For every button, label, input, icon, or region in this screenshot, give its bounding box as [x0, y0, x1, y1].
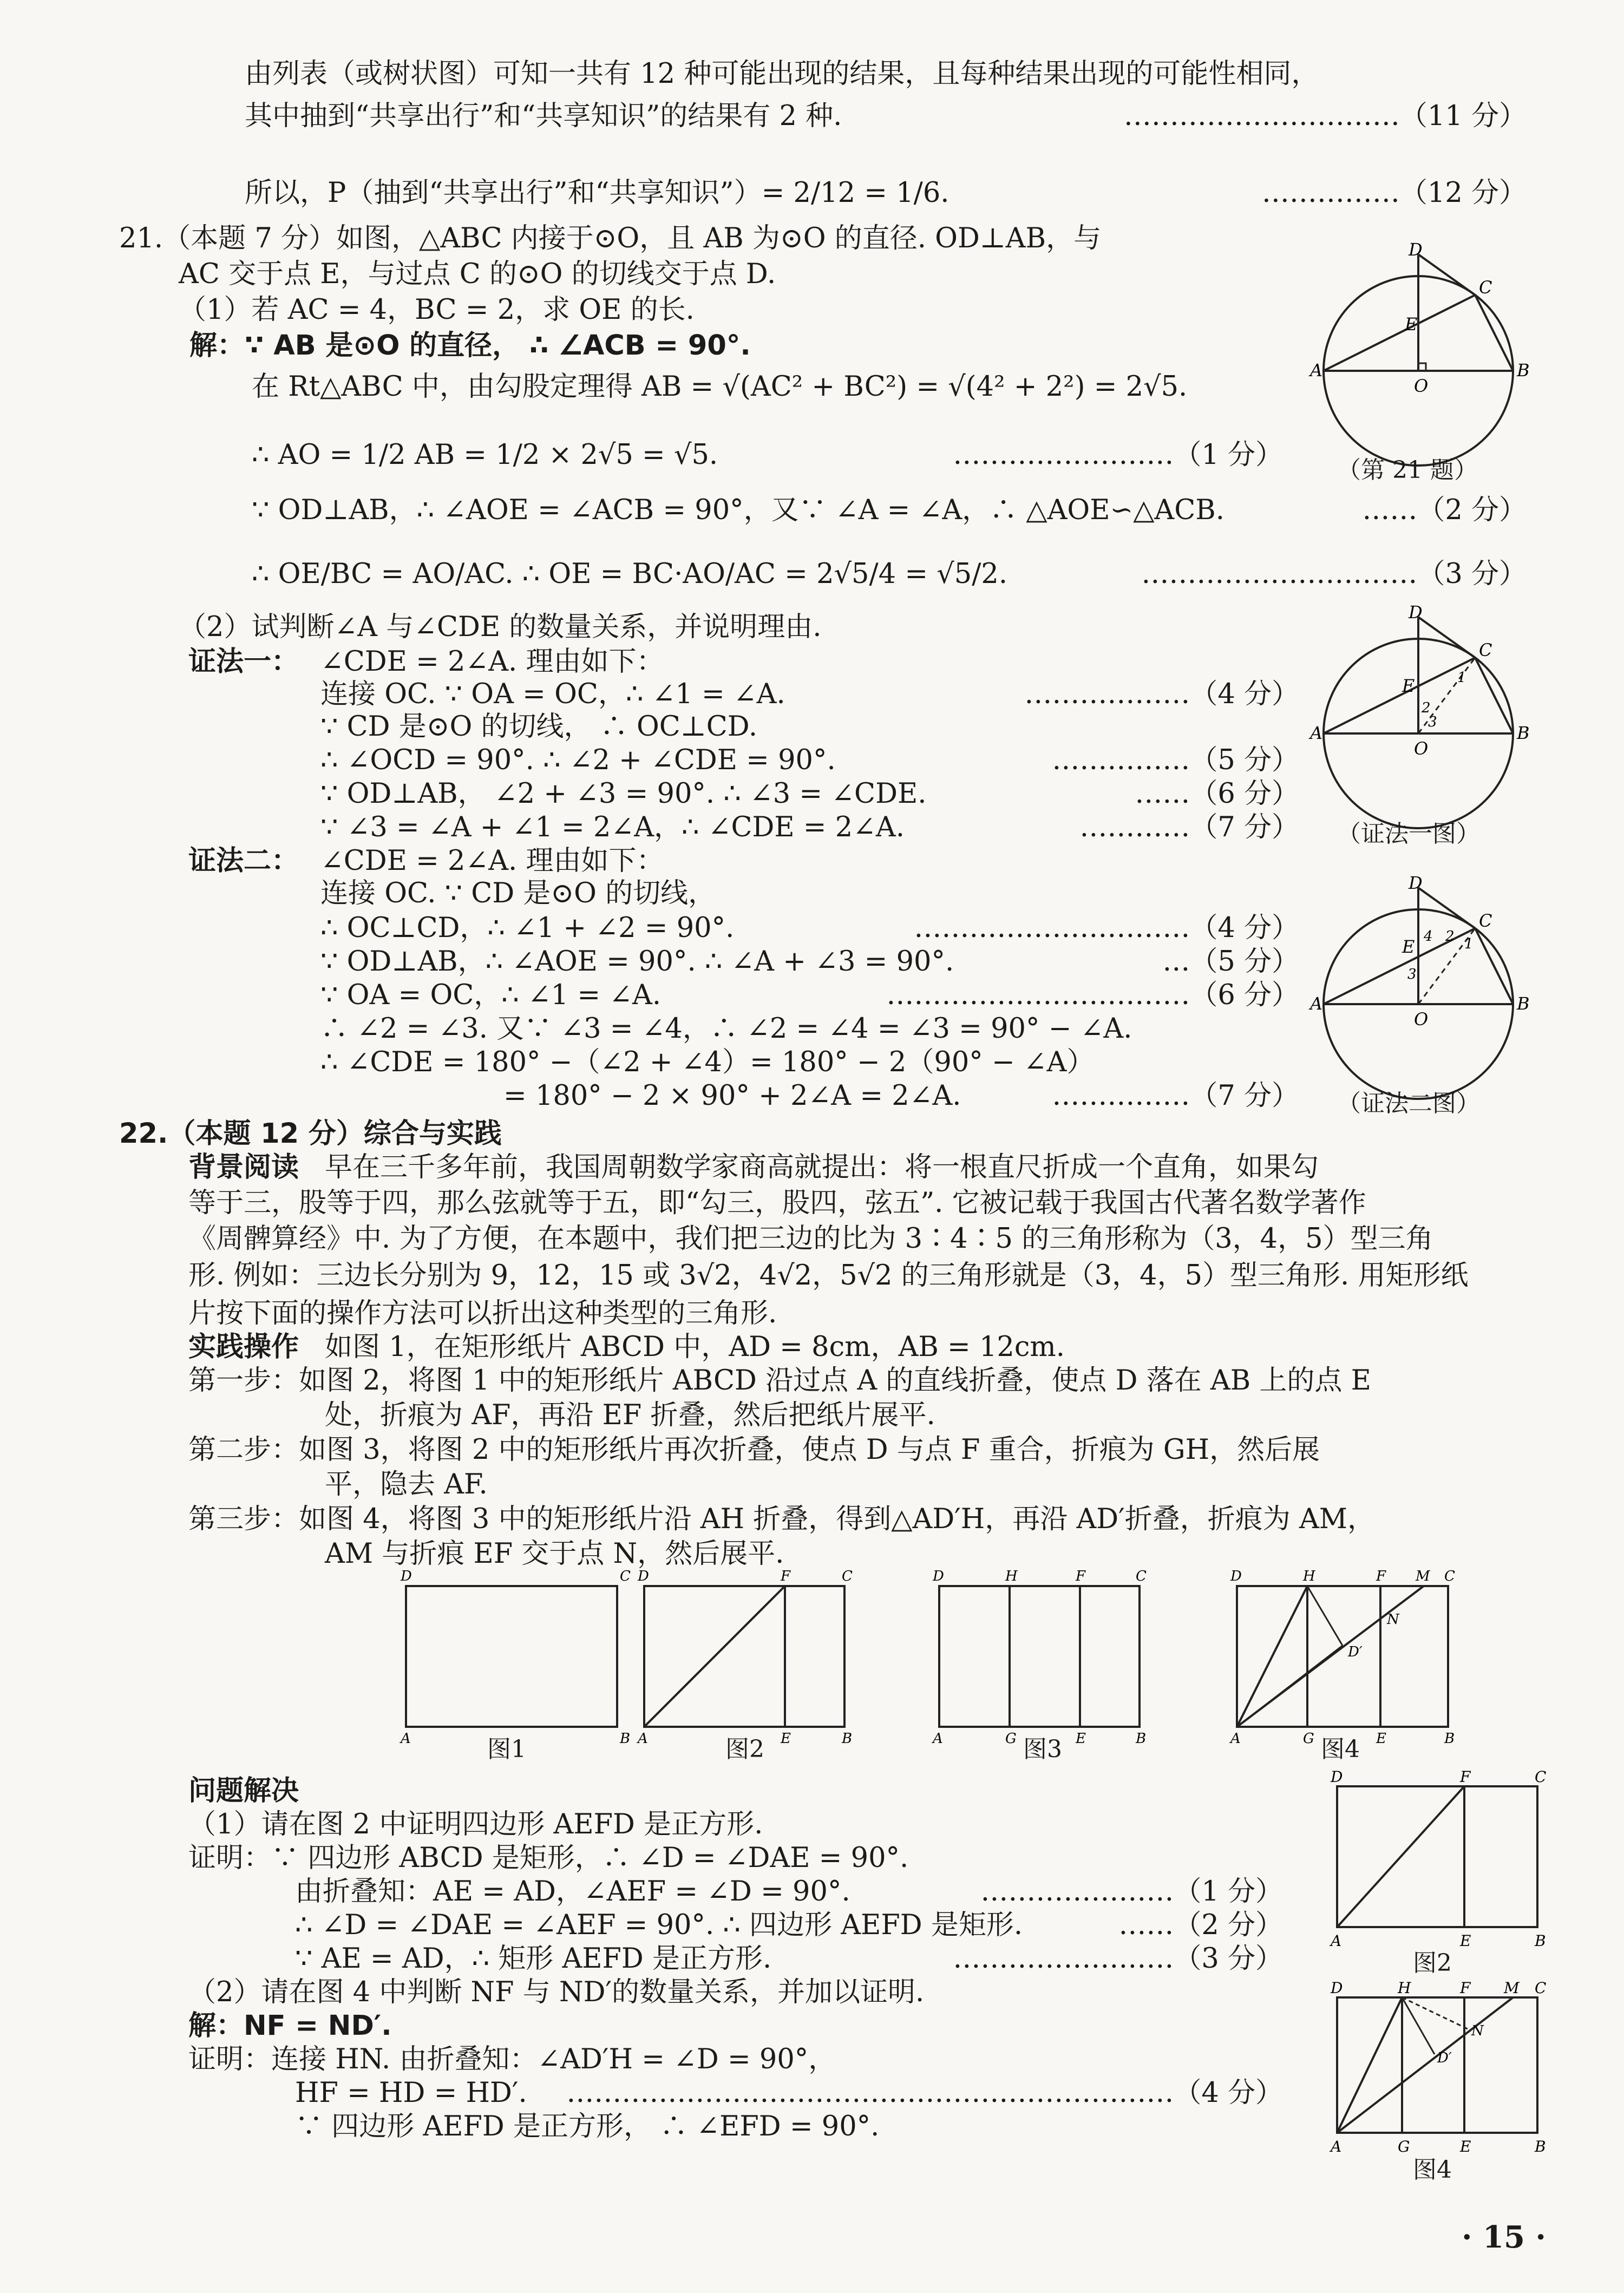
- page-number: · 15 ·: [1462, 2219, 1546, 2255]
- svg-text:O: O: [1414, 376, 1429, 396]
- figure-caption: 图3: [1023, 1735, 1062, 1763]
- score-marker: …………………………（11 分）: [1123, 100, 1527, 132]
- text-line: 早在三千多年前，我国周朝数学家商高就提出：将一根直尺折成一个直角，如果勾: [325, 1151, 1319, 1183]
- score-marker: ………………（4 分）: [1024, 678, 1299, 710]
- proof-line: ∵ OA = OC，∴ ∠1 = ∠A.: [320, 979, 662, 1011]
- svg-text:C: C: [1479, 640, 1492, 660]
- figure-caption: 图2: [725, 1735, 764, 1763]
- score-marker: ……………………………（6 分）: [886, 979, 1299, 1011]
- svg-text:B: B: [1517, 993, 1530, 1014]
- svg-text:B: B: [1517, 360, 1530, 381]
- svg-text:B: B: [1517, 723, 1530, 743]
- proof-line: ∵ CD 是⊙O 的切线， ∴ OC⊥CD.: [320, 711, 758, 743]
- proof-line: ∵ AE = AD，∴ 矩形 AEFD 是正方形.: [295, 1943, 772, 1975]
- svg-text:2: 2: [1445, 928, 1455, 945]
- svg-text:C: C: [1444, 1568, 1455, 1584]
- figure-caption: （证法一图）: [1337, 820, 1480, 848]
- figure-4-copy: [1326, 1981, 1554, 2157]
- step-line: AM 与折痕 EF 交于点 N，然后展平.: [325, 1538, 784, 1570]
- proof-line: ∴ OC⊥CD，∴ ∠1 + ∠2 = 90°.: [320, 912, 735, 944]
- svg-text:E: E: [1402, 936, 1415, 957]
- proof-line: ∴ ∠2 = ∠3. 又∵ ∠3 = ∠4，∴ ∠2 = ∠4 = ∠3 = 90° − ∠A.: [320, 1013, 1132, 1045]
- svg-text:B: B: [842, 1731, 853, 1747]
- svg-text:A: A: [401, 1731, 411, 1747]
- svg-text:D′: D′: [1437, 2050, 1452, 2066]
- svg-text:A: A: [1310, 723, 1323, 743]
- solution-line: ∴ OE/BC = AO/AC. ∴ OE = BC·AO/AC = 2√5/4 = √5/2.: [252, 558, 1008, 590]
- svg-text:F: F: [1376, 1568, 1386, 1584]
- proof-line: 证明：∵ 四边形 ABCD 是矩形，∴ ∠D = ∠DAE = 90°.: [188, 1842, 909, 1874]
- svg-text:M: M: [1416, 1568, 1430, 1584]
- method1-figure: [1310, 602, 1537, 814]
- svg-text:B: B: [1444, 1731, 1455, 1747]
- proof-line: ∠CDE = 2∠A. 理由如下：: [320, 646, 664, 678]
- score-marker: …………………………………………………………（4 分）: [566, 2077, 1283, 2109]
- figure-caption: 图2: [1413, 1949, 1452, 1977]
- step-line: 第三步：如图 4，将图 3 中的矩形纸片沿 AH 折叠，得到△AD′H，再沿 AD′折叠，折痕为 AM，: [188, 1503, 1376, 1535]
- svg-text:F: F: [1076, 1568, 1086, 1584]
- proof-line: 连接 OC. ∵ OA = OC，∴ ∠1 = ∠A.: [320, 678, 785, 710]
- score-marker: ……（2 分）: [1362, 494, 1527, 526]
- svg-text:A: A: [1310, 360, 1323, 381]
- svg-text:D: D: [638, 1568, 649, 1584]
- svg-text:G: G: [1303, 1731, 1314, 1747]
- svg-text:D: D: [1331, 1979, 1343, 1997]
- svg-text:2: 2: [1422, 700, 1431, 716]
- proof-line: ∠CDE = 2∠A. 理由如下：: [320, 845, 664, 877]
- svg-text:D: D: [1409, 602, 1423, 623]
- svg-text:O: O: [1414, 1009, 1429, 1030]
- q21-part2: （2）试判断∠A 与∠CDE 的数量关系，并说明理由.: [179, 611, 822, 643]
- score-marker: ……（2 分）: [1118, 1909, 1283, 1941]
- answer-line: 解：NF = ND′.: [188, 2010, 392, 2042]
- q21-heading: 21.（本题 7 分）如图，△ABC 内接于⊙O，且 AB 为⊙O 的直径. OD⊥AB，与: [119, 222, 1102, 254]
- svg-text:C: C: [1479, 277, 1492, 298]
- svg-text:D: D: [1331, 1768, 1343, 1786]
- score-marker: ……………………（3 分）: [953, 1943, 1283, 1975]
- svg-text:A: A: [1331, 2138, 1342, 2156]
- figure-1: [400, 1568, 631, 1747]
- svg-text:D: D: [1409, 873, 1423, 893]
- figure-caption: （证法二图）: [1337, 1090, 1480, 1117]
- proof-line: ∴ ∠OCD = 90°. ∴ ∠2 + ∠CDE = 90°.: [320, 744, 836, 776]
- proof-line: 证明：连接 HN. 由折叠知：∠AD′H = ∠D = 90°，: [188, 2043, 836, 2075]
- score-marker: ……………（7 分）: [1052, 1080, 1299, 1112]
- svg-text:B: B: [1535, 2138, 1546, 2156]
- svg-text:N: N: [1387, 1611, 1399, 1628]
- proof-line: 由折叠知：AE = AD，∠AEF = ∠D = 90°.: [295, 1876, 850, 1908]
- svg-text:O: O: [1414, 738, 1429, 759]
- proof-line: ∵ 四边形 AEFD 是正方形， ∴ ∠EFD = 90°.: [295, 2111, 880, 2143]
- proof-line: ∴ ∠D = ∠DAE = ∠AEF = 90°. ∴ 四边形 AEFD 是矩形.: [295, 1909, 1023, 1941]
- svg-text:D: D: [1409, 239, 1423, 260]
- svg-text:E: E: [1460, 2138, 1471, 2156]
- text-line: 如图 1，在矩形纸片 ABCD 中，AD = 8cm，AB = 12cm.: [325, 1331, 1065, 1363]
- score-marker: ……………………（1 分）: [953, 439, 1283, 471]
- text-line: 其中抽到“共享出行”和“共享知识”的结果有 2 种.: [245, 100, 842, 132]
- svg-text:E: E: [1402, 676, 1415, 696]
- text-line: 形. 例如：三边长分别为 9，12，15 或 3√2，4√2，5√2 的三角形就是（3，4，5）型三角形. 用矩形纸: [188, 1260, 1469, 1292]
- svg-text:1: 1: [1457, 670, 1466, 686]
- figure-2: [637, 1568, 853, 1747]
- solution-line: ∵ OD⊥AB，∴ ∠AOE = ∠ACB = 90°，又∵ ∠A = ∠A，∴ △AOE∽△ACB.: [252, 494, 1224, 526]
- section-label: 实践操作: [188, 1331, 299, 1363]
- svg-text:H: H: [1005, 1568, 1018, 1584]
- proof-line: = 180° − 2 × 90° + 2∠A = 2∠A.: [503, 1080, 961, 1112]
- svg-text:A: A: [933, 1731, 943, 1747]
- q22-heading: 22.（本题 12 分）综合与实践: [119, 1118, 502, 1150]
- svg-text:C: C: [1479, 910, 1492, 931]
- svg-text:3: 3: [1428, 714, 1437, 730]
- proof-line: ∵ OD⊥AB， ∠2 + ∠3 = 90°. ∴ ∠3 = ∠CDE.: [320, 778, 927, 810]
- svg-text:B: B: [1136, 1731, 1147, 1747]
- step-line: 平，隐去 AF.: [325, 1469, 488, 1501]
- svg-text:1: 1: [1464, 936, 1474, 952]
- text-line: AC 交于点 E，与过点 C 的⊙O 的切线交于点 D.: [179, 258, 776, 290]
- figure-2-copy: [1326, 1770, 1554, 1951]
- score-marker: …（5 分）: [1162, 946, 1299, 978]
- svg-text:C: C: [620, 1568, 631, 1584]
- score-marker: ……（6 分）: [1135, 778, 1299, 810]
- svg-text:E: E: [1460, 1932, 1471, 1950]
- svg-text:D: D: [401, 1568, 412, 1584]
- solution-line: 在 Rt△ABC 中，由勾股定理得 AB = √(AC² + BC²) = √(4² + 2²) = 2√5.: [252, 371, 1188, 403]
- score-marker: ……………（5 分）: [1052, 744, 1299, 776]
- score-marker: …………………（1 分）: [980, 1876, 1283, 1908]
- step-line: 第二步：如图 3，将图 2 中的矩形纸片再次折叠，使点 D 与点 F 重合，折痕为 GH，然后展: [188, 1434, 1320, 1466]
- svg-text:E: E: [1405, 314, 1418, 335]
- svg-text:G: G: [1005, 1731, 1017, 1747]
- svg-text:A: A: [1310, 993, 1323, 1014]
- text-line: 等于三，股等于四，那么弦就等于五，即“勾三，股四，弦五”. 它被记载于我国古代著名数学著作: [188, 1187, 1366, 1219]
- proof-line: HF = HD = HD′.: [295, 2077, 527, 2109]
- score-marker: ……………（12 分）: [1261, 177, 1527, 209]
- score-marker: …………………………（4 分）: [914, 912, 1299, 944]
- svg-text:D′: D′: [1348, 1644, 1363, 1660]
- proof-line: ∴ ∠CDE = 180° −（∠2 + ∠4）= 180° − 2（90° − ∠A）: [320, 1046, 1095, 1078]
- svg-text:B: B: [1535, 1932, 1546, 1950]
- svg-text:E: E: [781, 1731, 791, 1747]
- figure-caption: 图4: [1321, 1735, 1360, 1763]
- svg-text:A: A: [1331, 1932, 1342, 1950]
- section-label: 问题解决: [188, 1775, 299, 1807]
- figure-4: [1229, 1568, 1455, 1747]
- svg-text:A: A: [1230, 1731, 1241, 1747]
- question-line: （1）请在图 2 中证明四边形 AEFD 是正方形.: [188, 1809, 763, 1840]
- proof-line: 连接 OC. ∵ CD 是⊙O 的切线，: [320, 877, 716, 909]
- text-line: 《周髀算经》中. 为了方便，在本题中，我们把三边的比为 3∶4∶5 的三角形称为（3，4，5）型三角: [188, 1223, 1433, 1255]
- svg-text:B: B: [620, 1731, 631, 1747]
- svg-text:M: M: [1504, 1979, 1520, 1997]
- step-line: 处，折痕为 AF，再沿 EF 折叠，然后把纸片展平.: [325, 1399, 935, 1431]
- method1-label: 证法一：: [188, 646, 299, 678]
- figure-3: [932, 1568, 1147, 1747]
- svg-text:F: F: [781, 1568, 791, 1584]
- figure-caption: 图4: [1413, 2156, 1452, 2184]
- svg-text:C: C: [1136, 1568, 1147, 1584]
- svg-text:A: A: [638, 1731, 648, 1747]
- text-line: 由列表（或树状图）可知一共有 12 种可能出现的结果，且每种结果出现的可能性相同，: [245, 58, 1319, 90]
- solution-line: 解：∵ AB 是⊙O 的直径， ∴ ∠ACB = 90°.: [189, 330, 751, 362]
- section-label: 背景阅读: [188, 1151, 299, 1183]
- proof-line: ∵ ∠3 = ∠A + ∠1 = 2∠A，∴ ∠CDE = 2∠A.: [320, 811, 905, 843]
- fold-figures-row: [390, 1564, 1472, 1761]
- text-line: 片按下面的操作方法可以折出这种类型的三角形.: [188, 1298, 777, 1329]
- method2-label: 证法二：: [188, 845, 299, 877]
- step-line: 第一步：如图 2，将图 1 中的矩形纸片 ABCD 沿过点 A 的直线折叠，使点 D 落在 AB 上的点 E: [188, 1365, 1371, 1397]
- question-line: （2）请在图 4 中判断 NF 与 ND′的数量关系，并加以证明.: [188, 1976, 925, 2008]
- svg-text:F: F: [1460, 1979, 1471, 1997]
- svg-text:3: 3: [1407, 966, 1417, 982]
- proof-line: ∵ OD⊥AB，∴ ∠AOE = 90°. ∴ ∠A + ∠3 = 90°.: [320, 946, 954, 978]
- q21-part1: （1）若 AC = 4，BC = 2，求 OE 的长.: [179, 294, 695, 326]
- svg-text:E: E: [1076, 1731, 1086, 1747]
- svg-text:D: D: [1230, 1568, 1242, 1584]
- solution-line: ∴ AO = 1/2 AB = 1/2 × 2√5 = √5.: [252, 439, 718, 471]
- svg-text:N: N: [1471, 2023, 1484, 2039]
- text-line: 所以，P（抽到“共享出行”和“共享知识”）= 2/12 = 1/6.: [245, 177, 949, 209]
- score-marker: …………………………（3 分）: [1141, 558, 1527, 590]
- svg-text:C: C: [1535, 1768, 1547, 1786]
- svg-text:D: D: [933, 1568, 944, 1584]
- svg-text:4: 4: [1424, 928, 1433, 945]
- score-marker: …………（7 分）: [1079, 811, 1299, 843]
- method2-figure: [1310, 873, 1537, 1085]
- svg-text:C: C: [842, 1568, 853, 1584]
- svg-text:E: E: [1376, 1731, 1386, 1747]
- q21-figure: [1310, 239, 1537, 451]
- figure-caption: （第 21 题）: [1337, 456, 1478, 484]
- svg-text:H: H: [1398, 1979, 1411, 1997]
- svg-text:G: G: [1398, 2138, 1410, 2156]
- svg-text:C: C: [1535, 1979, 1547, 1997]
- svg-text:H: H: [1303, 1568, 1315, 1584]
- svg-text:F: F: [1460, 1768, 1471, 1786]
- figure-caption: 图1: [487, 1735, 526, 1763]
